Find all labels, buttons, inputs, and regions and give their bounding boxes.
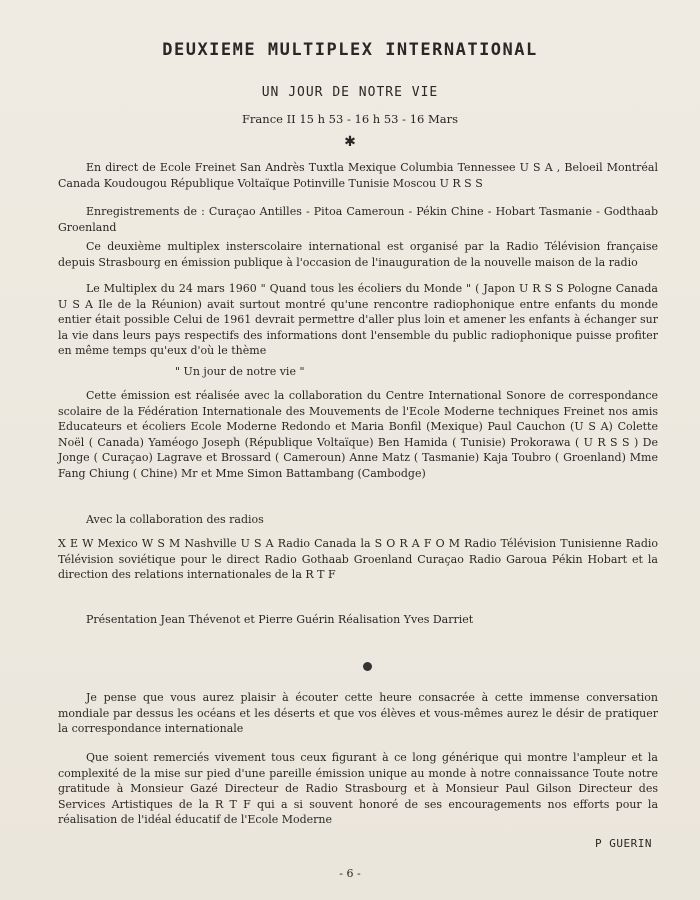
page-number: - 6 - (339, 867, 361, 880)
paragraph-invitation: Je pense que vous aurez plaisir à écouter cette heure consacrée à cette immense conversation mondiale par dessus les océans et les déserts et que vos élèves et vous-mêmes aurez le désir de pratiquer la correspondance internationale (58, 691, 658, 735)
document-subtitle: UN JOUR DE NOTRE VIE (261, 85, 439, 100)
theme-quote: " Un jour de notre vie " (175, 365, 305, 378)
paragraph-collaboration: Cette émission est réalisée avec la collaboration du Centre International Sonore de correspondance scolaire de la Fédération Internationale des Mouvements de l'Ecole Moderne techniques Freinet nos amis Educateurs et écoliers Ecole Moderne Redondo et Maria Bonfil (Mexique) Paul Cauchon (U S A) Colette Noël ( Canada) Yaméogo Joseph (République Voltaïque) Ben Hamida ( Tunisie) Prokorawa ( U R S S ) De Jonge ( Curaçao) Lagrave et Brossard ( Cameroun) Anne Matz ( Tasmanie) Kaja Toubro ( Groenland) Mme Fang Chiung ( Chine) Mr et Mme Simon Battambang (Cambodge) (58, 389, 658, 480)
asterisk-ornament: ✱ (344, 134, 356, 150)
paragraph-thanks: Que soient remerciés vivement tous ceux figurant à ce long générique qui montre l'ampleur et la complexité de la mise sur pied d'une pareille émission unique au monde à notre connaissance Toute notre gratitude à Monsieur Gazé Directeur de Radio Strasbourg et à Monsieur Paul Gilson Directeur des Services Artistiques de la R T F qui a si souvent honoré de ses encouragements nos efforts pour la réalisation de l'idéal éducatif de l'Ecole Moderne (58, 751, 658, 826)
paragraph-recordings: Enregistrements de : Curaçao Antilles - Pitoa Cameroun - Pékin Chine - Hobart Tasmanie - Godthaab Groenland (58, 205, 658, 234)
paragraph-organisation: Ce deuxième multiplex insterscolaire international est organisé par la Radio Télévision française depuis Strasbourg en émission publique à l'occasion de l'inauguration de la nouvelle maison de la radio (58, 240, 658, 269)
broadcast-info: France II 15 h 53 - 16 h 53 - 16 Mars (241, 112, 459, 126)
paragraph-history: Le Multiplex du 24 mars 1960 " Quand tous les écoliers du Monde " ( Japon U R S S Pologne Canada U S A Ile de la Réunion) avait surtout montré qu'une rencontre radiophonique entre enfants du monde entier était possible Celui de 1961 devrait permettre d'aller plus loin et amener les enfants à échanger sur la vie dans leurs pays respectifs des informations dont l'ensemble du public radiophonique puisse profiter en même temps qu'eux d'où le thème (58, 282, 658, 357)
document-title: DEUXIEME MULTIPLEX INTERNATIONAL (162, 40, 538, 60)
paragraph-radios-intro: Avec la collaboration des radios (86, 513, 264, 526)
signature: P GUERIN (595, 837, 652, 850)
paragraph-credits: Présentation Jean Thévenot et Pierre Guérin Réalisation Yves Darriet (86, 613, 474, 626)
bullet-separator (363, 662, 372, 671)
paragraph-live-locations: En direct de Ecole Freinet San Andrès Tuxtla Mexique Columbia Tennessee U S A , Beloeil Montréal Canada Koudougou République Voltaïque Potinville Tunisie Moscou U R S S (58, 161, 658, 190)
paragraph-radios-list: X E W Mexico W S M Nashville U S A Radio Canada la S O R A F O M Radio Télévision Tunisienne Radio Télévision soviétique pour le direct Radio Gothaab Groenland Curaçao Radio Garoua Pékin Hobart et la direction des relations internationales de la R T F (58, 537, 658, 581)
